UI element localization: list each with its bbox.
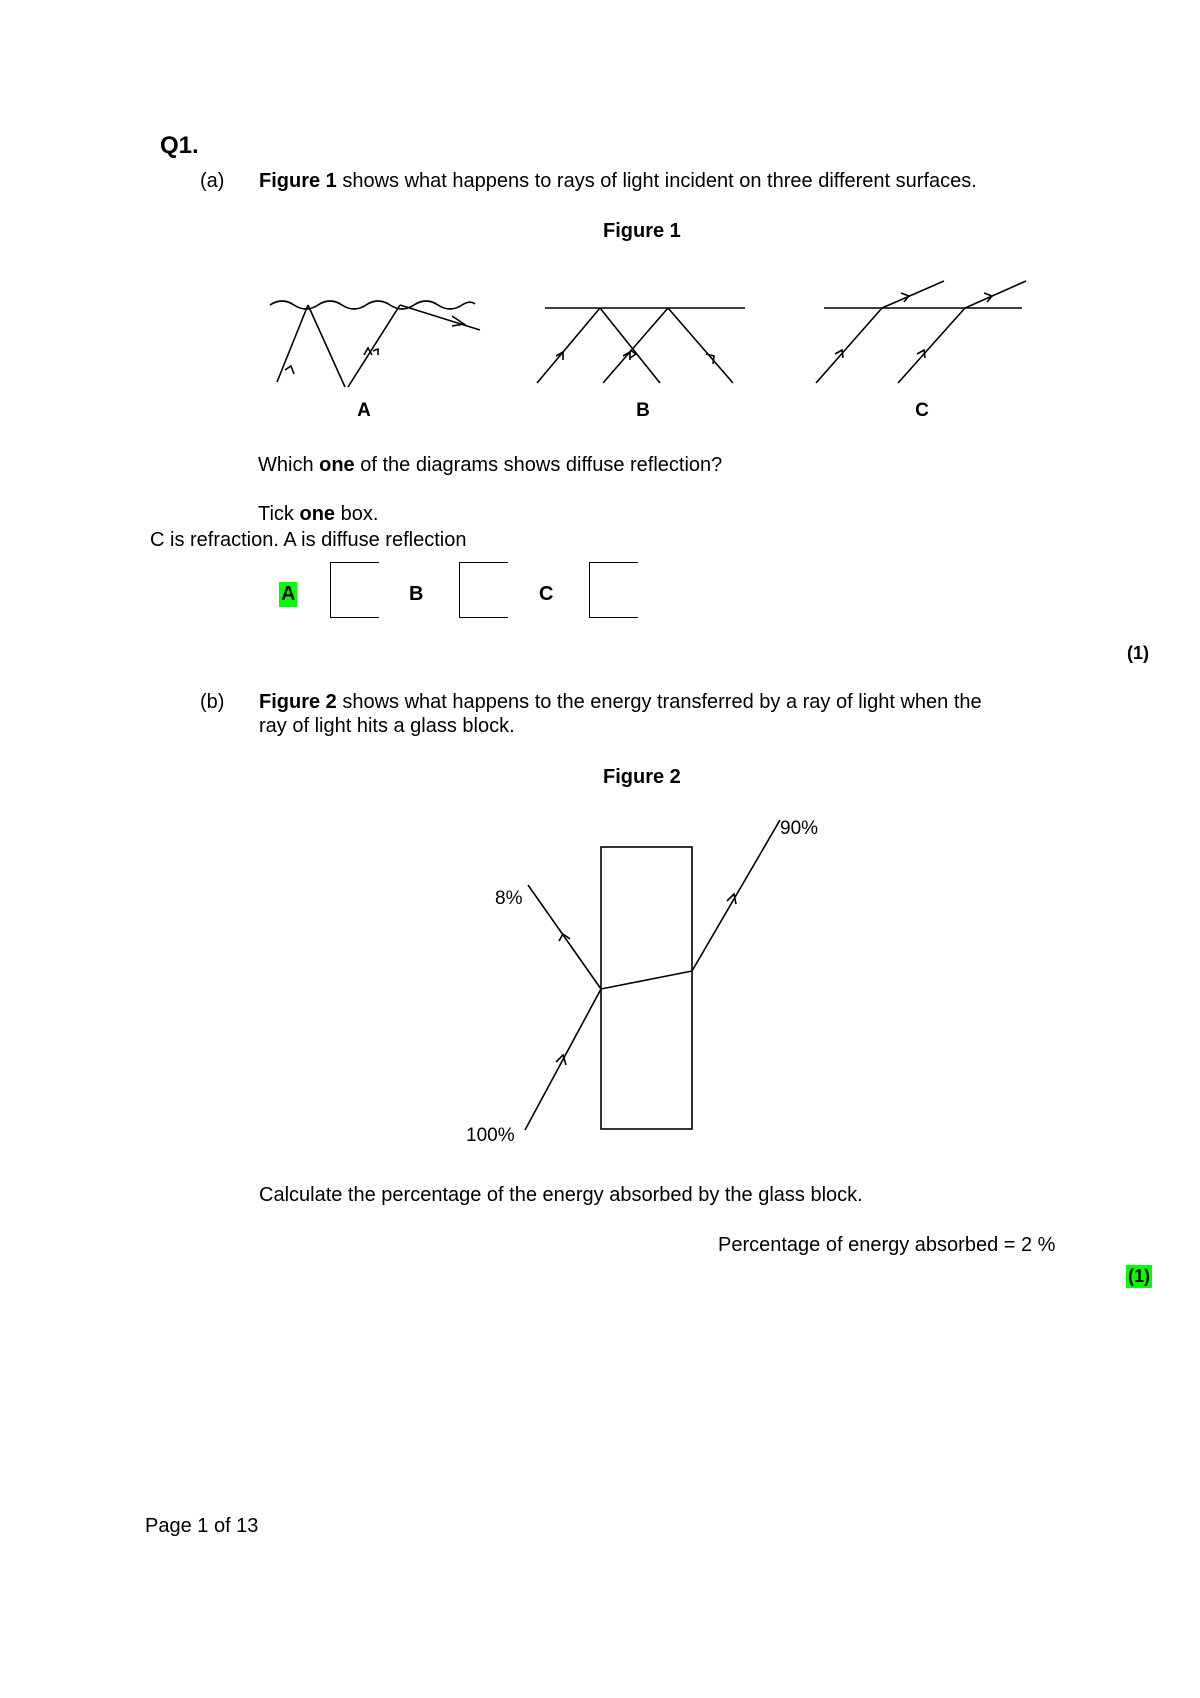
part-a-label: (a) <box>200 170 225 192</box>
prompt-post: of the diagrams shows diffuse reflection? <box>354 454 723 476</box>
tick-pre: Tick <box>258 503 300 525</box>
part-b-label: (b) <box>200 691 225 713</box>
emergent-ray <box>692 820 780 971</box>
prompt-bold: one <box>319 454 355 476</box>
option-c-label: C <box>539 583 554 605</box>
part-a-intro-text: shows what happens to rays of light incident on three different surfaces. <box>336 170 977 192</box>
part-a-marks: (1) <box>1127 643 1149 663</box>
incident-ray <box>525 989 601 1130</box>
page-number: Page 1 of 13 <box>145 1515 259 1537</box>
refracted-ray <box>601 971 692 989</box>
tick-post: box. <box>335 503 379 525</box>
tick-bold: one <box>299 503 336 525</box>
question-number: Q1. <box>160 132 199 159</box>
reflected-ray <box>528 885 601 989</box>
label-c: C <box>915 400 929 421</box>
prompt-pre: Which <box>258 454 320 476</box>
part-b-prompt: Calculate the percentage of the energy absorbed by the glass block. <box>259 1184 863 1206</box>
option-a-label: A <box>281 583 296 605</box>
label-a: A <box>357 400 371 421</box>
part-b-intro-line-2: ray of light hits a glass block. <box>259 715 515 737</box>
glass-block <box>601 847 692 1129</box>
answer-annotation: C is refraction. A is diffuse reflection <box>150 529 467 551</box>
label-8: 8% <box>495 888 523 909</box>
part-b-marks: (1) <box>1128 1266 1150 1286</box>
figure-1-title: Figure 1 <box>603 220 681 242</box>
label-90: 90% <box>780 818 819 839</box>
figure-2-title: Figure 2 <box>603 766 681 788</box>
part-a-intro-bold: Figure 1 <box>259 170 337 192</box>
label-b: B <box>636 400 650 421</box>
part-b-intro-bold: Figure 2 <box>259 691 337 713</box>
label-100: 100% <box>466 1125 515 1146</box>
part-b-intro-text: shows what happens to the energy transferred by a ray of light when the <box>336 691 982 713</box>
option-b-label: B <box>409 583 424 605</box>
part-b-answer: Percentage of energy absorbed = 2 % <box>718 1234 1056 1256</box>
